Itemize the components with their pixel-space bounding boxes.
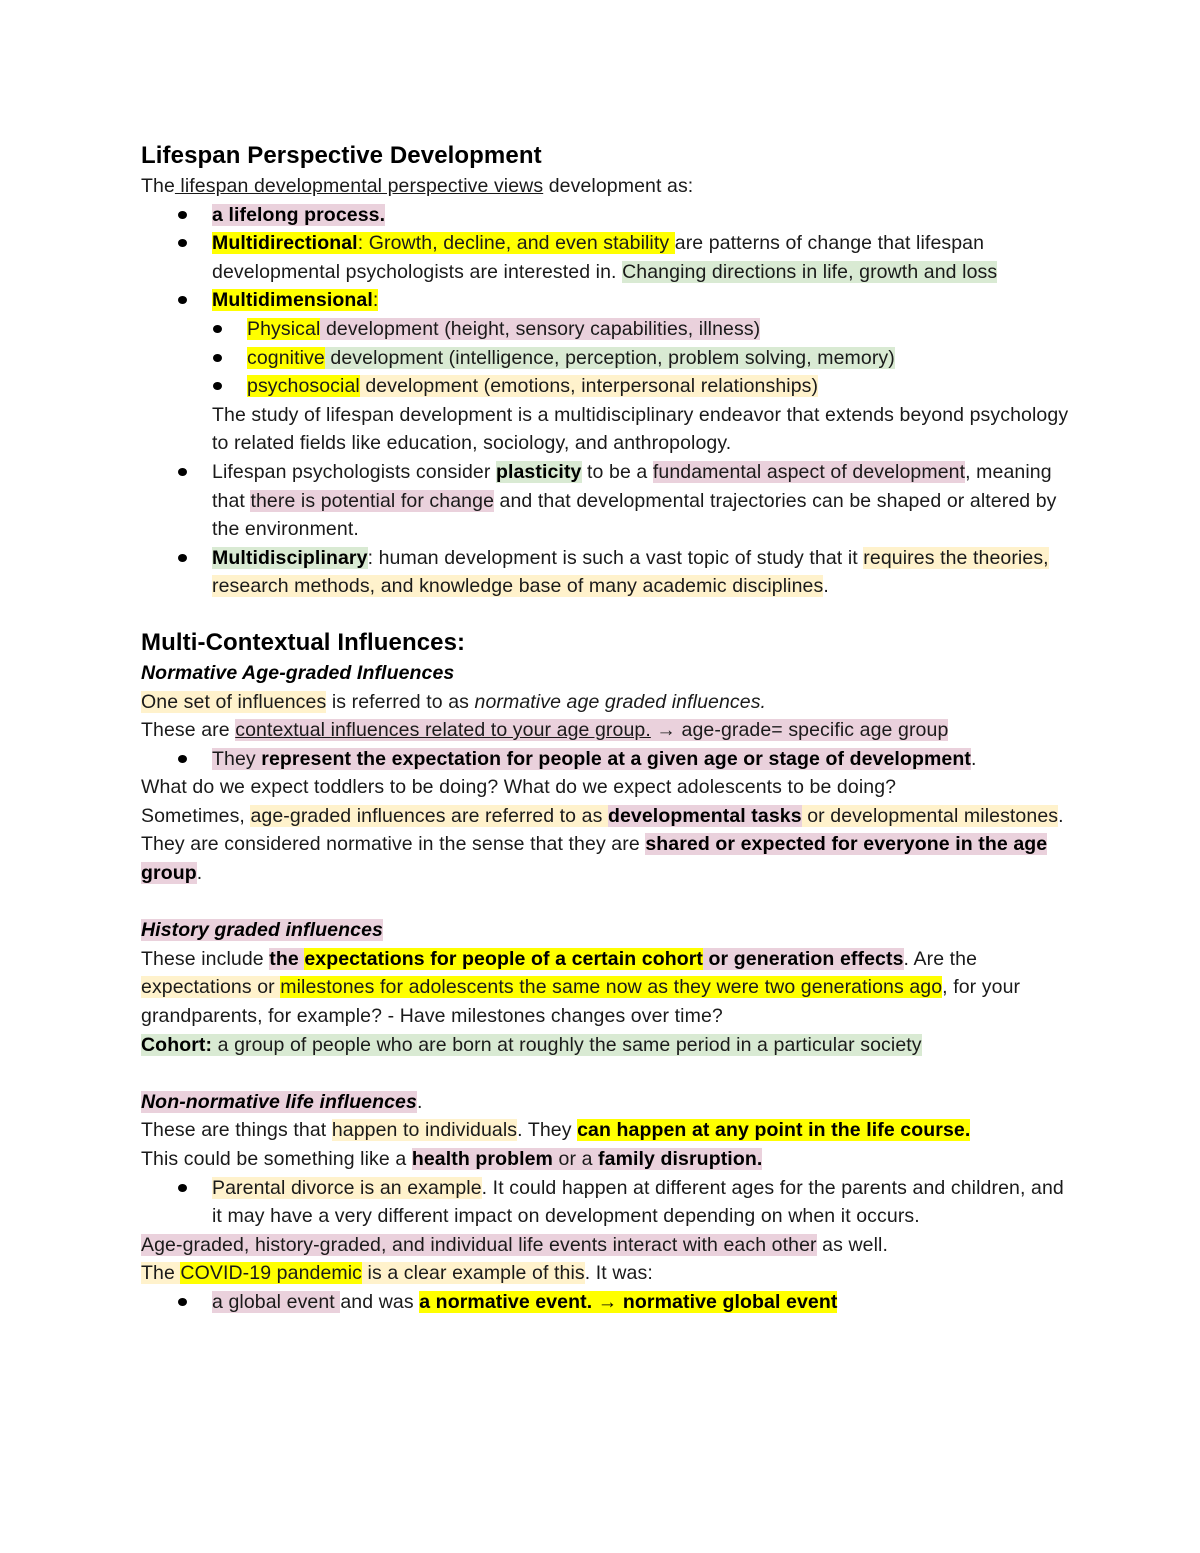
dimension-sublist	[141, 315, 1071, 401]
intro-line: The lifespan developmental perspective views development as:	[141, 175, 694, 197]
normative-question: What do we expect toddlers to be doing? What do we expect adolescents to be doing?	[141, 776, 897, 799]
list-item-multidirectional: Multidirectional: Growth, decline, and even stability are patterns of change that lifespan developmental psychologists are interested in. Changing directions in life, growth and loss	[141, 229, 1071, 286]
nonnormative-heading: Non-normative life influences.	[141, 1090, 423, 1113]
nonnormative-list	[141, 1174, 1071, 1231]
interaction-line: Age-graded, history-graded, and individual life events interact with each other as well.	[141, 1233, 888, 1256]
list-item-divorce: Parental divorce is an example. It could happen at different ages for the parents and children, and it may have a very different impact on development depending on when it occurs.	[141, 1174, 1071, 1231]
nonnormative-line-2: This could be something like a health problem or a family disruption.	[141, 1148, 763, 1170]
intro-underlined-term: lifespan developmental perspective views	[174, 175, 544, 197]
multidisciplinary-note: The study of lifespan development is a multidisciplinary endeavor that extends beyond psychology to related fields like education, sociology, and anthropology.	[212, 403, 1069, 455]
sublist-item-physical: Physical development (height, sensory capabilities, illness)	[141, 315, 1071, 344]
normative-paragraph: Sometimes, age-graded influences are referred to as developmental tasks or developmental milestones. They are considered normative in the sense that they are shared or expected for everyone in the age group.	[141, 804, 1064, 885]
document-page	[141, 140, 1071, 1317]
list-item-plasticity: Lifespan psychologists consider plasticity to be a fundamental aspect of development, meaning that there is potential for change and that developmental trajectories can be shaped or altered by the environment.	[141, 458, 1071, 544]
perspective-list	[141, 201, 1071, 601]
list-item-multidisciplinary: Multidisciplinary: human development is such a vast topic of study that it requires the theories, research methods, and knowledge base of many academic disciplines.	[141, 544, 1071, 601]
covid-line: The COVID-19 pandemic is a clear example of this. It was:	[141, 1262, 653, 1285]
spacer	[141, 1059, 1071, 1088]
normative-line-2: These are contextual influences related to your age group. → age-grade= specific age group	[141, 719, 949, 742]
nonnormative-line-1: These are things that happen to individuals. They can happen at any point in the life course.	[141, 1119, 971, 1142]
sublist-item-cognitive: cognitive development (intelligence, perception, problem solving, memory)	[141, 344, 1071, 373]
section-title-influences: Multi-Contextual Influences:	[141, 628, 466, 656]
list-item-expectation: They represent the expectation for people at a given age or stage of development.	[141, 745, 1071, 774]
page-title: Lifespan Perspective Development	[141, 142, 542, 169]
list-item-multidimensional: Multidimensional: Physical development (height, sensory capabilities, illness) cognitive development (intelligence, perception, problem solving, memory) psychosocial development (emotions, interpersonal relationships) The study of lifespan development is a multidisciplinary endeavor that extends beyond psychology to related fields like education, sociology, and anthropology.	[141, 286, 1071, 458]
normative-list	[141, 745, 1071, 774]
normative-line-1: One set of influences is referred to as normative age graded influences.	[141, 690, 767, 713]
history-paragraph: These include the expectations for people of a certain cohort or generation effects. Are the expectations or milestones for adolescents the same now as they were two generations ago, for your grandparents, for example? - Have milestones changes over time?	[141, 947, 1021, 1028]
list-item-lifelong: a lifelong process.	[141, 201, 1071, 230]
spacer	[141, 888, 1071, 917]
normative-heading: Normative Age-graded Influences	[141, 661, 455, 684]
list-item-global-event: a global event and was a normative event. → normative global event	[141, 1288, 1071, 1317]
covid-list	[141, 1288, 1071, 1317]
history-heading: History graded influences	[141, 919, 383, 942]
sublist-item-psychosocial: psychosocial development (emotions, interpersonal relationships)	[141, 372, 1071, 401]
cohort-definition: Cohort: a group of people who are born at roughly the same period in a particular society	[141, 1033, 922, 1056]
